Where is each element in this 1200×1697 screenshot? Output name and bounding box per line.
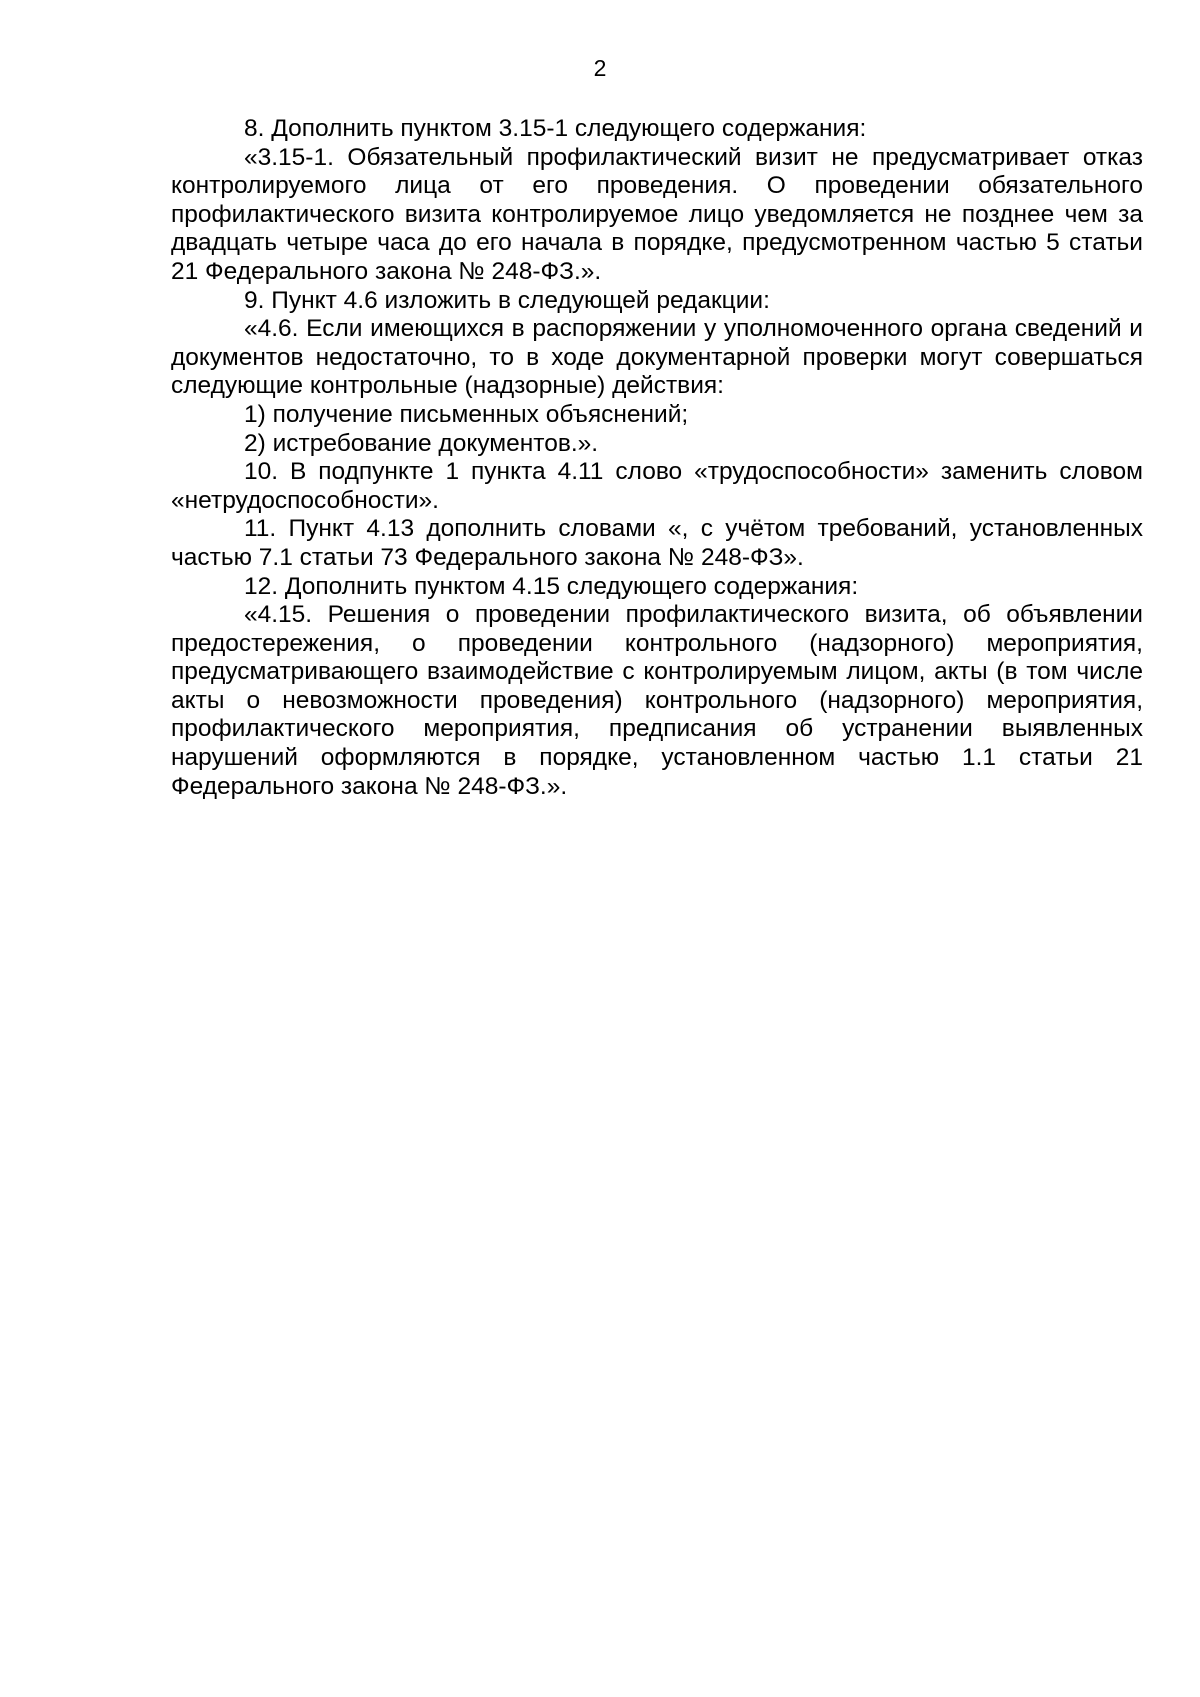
paragraph-subitem-1: 1) получение письменных объяснений; [244,400,689,428]
document-body [171,115,1143,801]
paragraph-item-10: 10. В подпункте 1 пункта 4.11 слово «трудоспособности» заменить словом «нетрудоспособности». [171,458,1143,514]
paragraph-item-12: 12. Дополнить пунктом 4.15 следующего содержания: [244,572,859,600]
page-number: 2 [593,55,607,81]
paragraph-item-8: 8. Дополнить пунктом 3.15-1 следующего содержания: [244,115,867,142]
paragraph-quote-4-15: «4.15. Решения о проведении профилактического визита, об объявлении предостережения, о проведении контрольного (надзорного) мероприятия, предусматривающего взаимодействие с контролируемым лицом, акты (в том числе акты о невозможности проведения) контрольного (надзорного) мероприятия, профилактического мероприятия, предписания об устранении выявленных нарушений оформляются в порядке, установленном частью 1.1 статьи 21 Федерального закона № 248-ФЗ.». [171,601,1143,800]
paragraph-quote-4-6: «4.6. Если имеющихся в распоряжении у уполномоченного органа сведений и документов недостаточно, то в ходе документарной проверки могут совершаться следующие контрольные (надзорные) действия: [171,315,1143,400]
paragraph-quote-3-15-1: «3.15-1. Обязательный профилактический визит не предусматривает отказ контролируемого лица от его проведения. О проведении обязательного профилактического визита контролируемое лицо уведомляется не позднее чем за двадцать четыре часа до его начала в порядке, предусмотренном частью 5 статьи 21 Федерального закона № 248-ФЗ.». [171,143,1143,285]
paragraph-subitem-2: 2) истребование документов.». [244,429,599,457]
paragraph-item-9: 9. Пункт 4.6 изложить в следующей редакции: [244,286,770,314]
paragraph-item-11: 11. Пункт 4.13 дополнить словами «, с учётом требований, установленных частью 7.1 статьи 73 Федерального закона № 248-ФЗ». [171,515,1143,571]
